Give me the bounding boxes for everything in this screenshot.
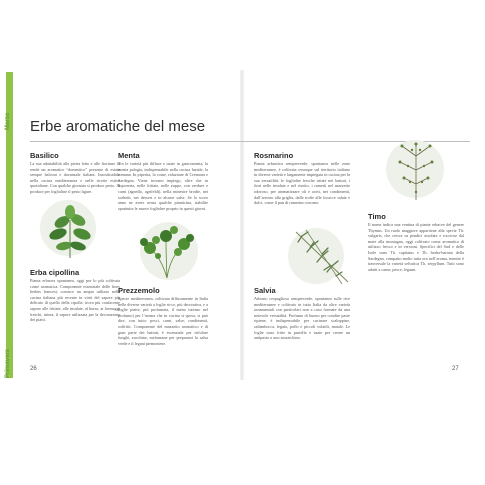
month-label: Marzo	[5, 112, 11, 130]
page-number-left: 26	[30, 366, 37, 372]
herb-name-basilico: Basilico	[30, 151, 59, 160]
herb-name-menta: Menta	[118, 151, 140, 160]
herb-text-timo: Il nome indica una ventina di piante erbacee del genere Thymus. Un ruolo maggiore appartiene alla specie Th. vulgaris, che cresce su pendici assolate e rocciose dal mare alla montagna, oggi coltivato come aromatica di utilizzo fresco e in versioni. Specifici del Sud e delle Isole sono Th. capitatus e Th. herba-barona della Sardegna, compatto molto tutta ora nell’aroma, mentre è trasversale la varietà selvatica Th. serpyllum. Tutti sono adatti a carne, pesce, legumi.	[368, 222, 464, 272]
herb-text-salvia: Arbusto cespuglioso sempreverde, spontaneo sulle rive mediterranee e coltivato in tutta Italia da oltre varietà ornamentali con particolari non a caso formate da una notevole versatilità. Profumo di buono per condire paste ripiene, è indispensabile per cucinare scaloppine, saltimbocca, fegato, pollo e piccoli volatili, maiale. Le foglie sono fritte in pastella e usate per creare un antipasto o uno stuzzichino.	[254, 296, 350, 341]
page-number-right: 27	[452, 366, 459, 372]
herb-text-prezzemolo: Specie mediterranea, coltivata diffusamente in Italia nelle diverse varietà a foglie ricce, più decorativa, e a foglie piatte, più profumata, il meno intenso nel profumo) per l’aroma che in cucina si sposa, si può dire, con tutto: pesci, carni, salse, condimenti, soffritti. Componente del mazzetto aromatico e di gran parte dei battuti, è essenziale per trifolare funghi, zucchine, melanzane per prepararsi la salsa verde e il legani piemontese.	[118, 296, 208, 346]
thyme-illustration	[388, 138, 444, 202]
parsley-illustration	[132, 220, 202, 280]
herb-name-prezzemolo: Prezzemolo	[118, 286, 160, 295]
herb-name-rosmarino: Rosmarino	[254, 151, 294, 160]
book-spine	[240, 70, 244, 380]
herb-text-rosmarino: Pianta arbustiva sempreverde, spontanea nelle zone mediterranee, è coltivata ovunque sul territorio italiano in diverse varietà e largamente impiegata in cucina per la sua versatilità: le fogliolne fresche tritate nei battuti, i fiori nelle insalate e nel risotto, i rametti nel mazzetto odoroso, per aromatizzare oli e aceti, nei condimenti, dall’arrosto alla griglia, dalle trofie alle focacce salate e dolci, come il pan di ramerino toscano.	[254, 161, 350, 206]
herb-text-erba-cipollina: Pianta erbacea spontanea, oggi per lo più coltivata come aromatica. Componente essenziale delle fines herbes francesi, conosce un ampio utilizzo nella cucina italiana più recente in virtù del sapore più delicato di quello della cipolla: trova più confacente sapore alle frittate, alle insalate, al burro, ai formaggi freschi, intera, il sapore utilizzata per la decorazione dei piatti.	[30, 278, 120, 323]
page-title: Erbe aromatiche del mese	[30, 118, 206, 135]
herb-text-menta: Tra le varietà più diffuse e usate in gastronomia, la menta palogia, indispensabile nella cucina laziale, la romana. In piperita, la come, riduzione di Cremona e Sardegna. Viene trovano impiego, oltre che in liquoreria, nelle frittate, nelle zuppe, con verdure e carni (agnello, agrifeldi), nella minestre brodie, nei sorbetti, nei dessert e in alcune salse. Se lo scoro anno ne avete avuta qualche pianticina, stabilite sprattutte le nuove fogliolne proprio in questi giorni.	[118, 161, 208, 211]
basil-illustration	[42, 200, 98, 260]
season-label: Primavera	[5, 348, 11, 378]
herb-text-basilico: La sua adattabilità alla pietra letto e alle fioriture lo rende un aromatico “domestico” presente di estate sempre balconi e davanzale italiani. Insostituibile nella cucina mediterranea e nelle ricette estive quotidiane. Con qualche giornata si produce pesto. Sì produce per foglioline il pesto ligure.	[30, 161, 120, 194]
herb-name-erba-cipollina: Erba cipollina	[30, 268, 80, 277]
rosemary-illustration	[292, 226, 352, 286]
herb-name-timo: Timo	[368, 212, 386, 221]
herb-name-salvia: Salvia	[254, 286, 276, 295]
